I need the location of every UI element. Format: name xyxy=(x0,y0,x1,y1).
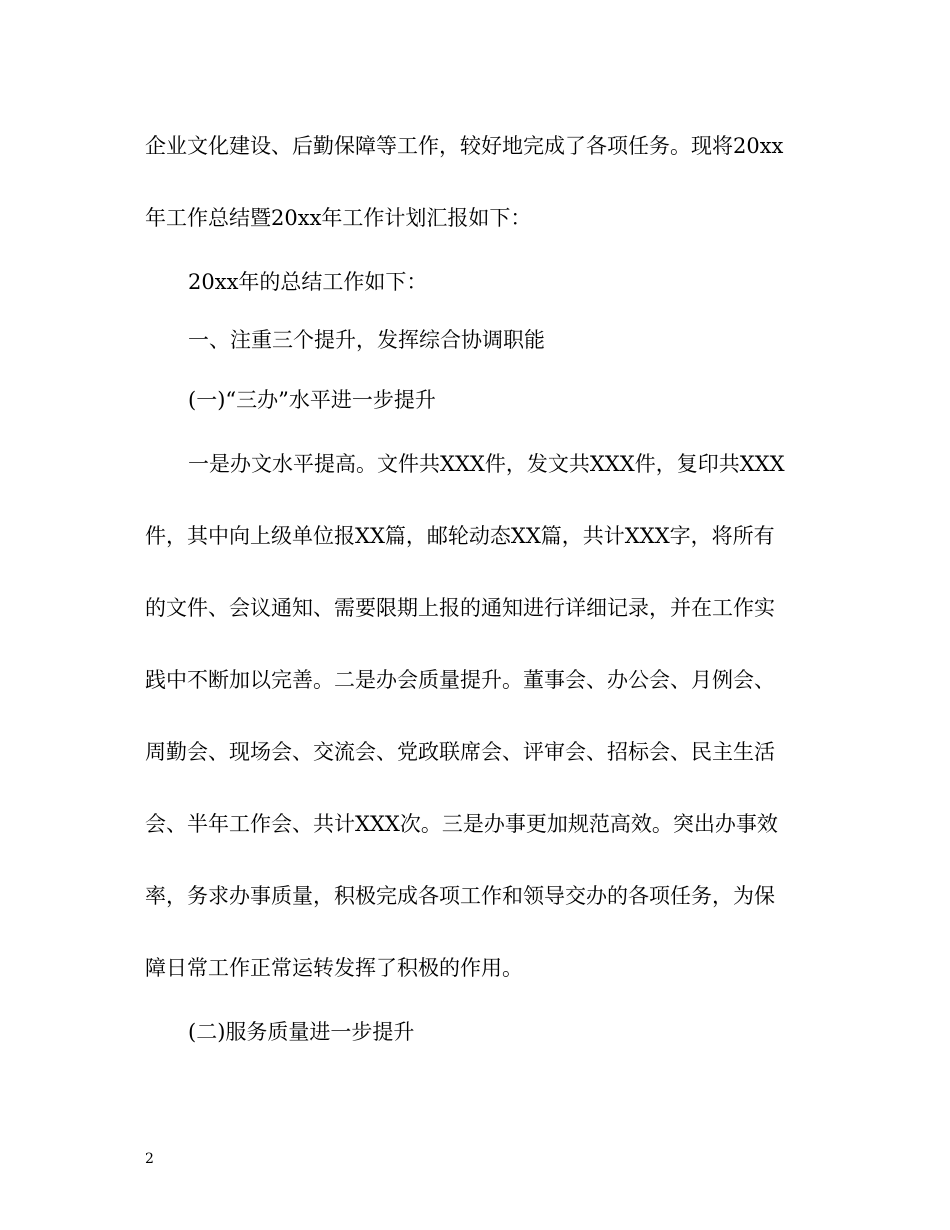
paragraph-heading: 20xx年的总结工作如下： xyxy=(188,270,428,294)
body-text-line: 一是办文水平提高。文件共XXX件，发文共XXX件，复印共XXX xyxy=(188,452,785,476)
body-text-line: 障日常工作正常运转发挥了积极的作用。 xyxy=(145,956,523,980)
body-text-line: 年工作总结暨20xx年工作计划汇报如下： xyxy=(145,206,532,230)
body-text-line: 的文件、会议通知、需要限期上报的通知进行详细记录，并在工作实 xyxy=(145,596,775,620)
body-text-line: 率，务求办事质量，积极完成各项工作和领导交办的各项任务，为保 xyxy=(145,884,775,908)
subsection-heading: (二)服务质量进一步提升 xyxy=(188,1020,415,1044)
body-text-line: 件，其中向上级单位报XX篇，邮轮动态XX篇，共计XXX字，将所有 xyxy=(145,524,775,548)
subsection-heading: (一)“三办”水平进一步提升 xyxy=(188,388,436,412)
section-heading: 一、注重三个提升，发挥综合协调职能 xyxy=(188,328,545,352)
body-text-line: 践中不断加以完善。二是办会质量提升。董事会、办公会、月例会、 xyxy=(145,668,775,692)
body-text-line: 会、半年工作会、共计XXX次。三是办事更加规范高效。突出办事效 xyxy=(145,812,778,836)
body-text-line: 周勤会、现场会、交流会、党政联席会、评审会、招标会、民主生活 xyxy=(145,740,775,764)
body-text-line: 企业文化建设、后勤保障等工作，较好地完成了各项任务。现将20xx xyxy=(145,134,784,158)
page-number: 2 xyxy=(145,1151,154,1167)
